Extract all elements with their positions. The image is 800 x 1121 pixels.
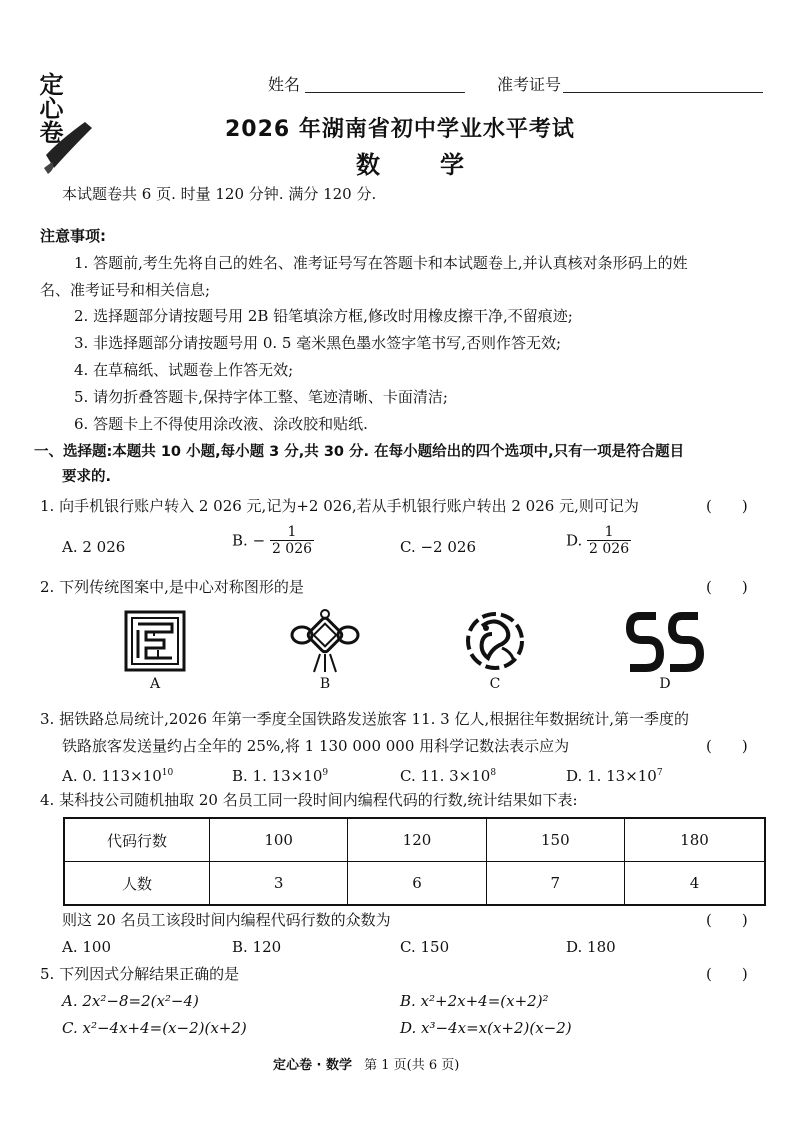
option-exponent: 8: [490, 768, 497, 778]
double-s-pattern-icon: [626, 610, 704, 674]
pattern-label-b: B: [319, 676, 331, 692]
notice-item: 2. 选择题部分请按题号用 2B 铅笔填涂方框,修改时用橡皮擦干净,不留痕迹;: [74, 307, 573, 325]
minus-sign: −: [252, 531, 266, 550]
table-row: [64, 818, 765, 862]
table-cell: 180: [624, 818, 765, 862]
exam-id-underline: [563, 92, 763, 93]
table-cell: 6: [348, 862, 486, 906]
q5-option-b: B. x²+2x+4=(x+2)²: [400, 992, 549, 1010]
fraction: [587, 524, 631, 557]
fraction-denominator: 2 026: [271, 541, 313, 557]
fraction: [270, 524, 314, 557]
question-4-question: 则这 20 名员工该段时间内编程代码行数的众数为: [62, 911, 391, 929]
fraction-denominator: 2 026: [589, 541, 630, 557]
intro-text: 本试题卷共 6 页. 时量 120 分钟. 满分 120 分.: [62, 185, 377, 203]
option-base: A. 0. 113×10: [62, 767, 162, 785]
option-base: D. 1. 13×10: [566, 767, 657, 785]
notice-item: 4. 在草稿纸、试题卷上作答无效;: [74, 361, 294, 379]
logo-text: 定心卷: [35, 72, 63, 144]
table-cell: 100: [210, 818, 348, 862]
name-underline: [305, 92, 465, 93]
table-cell: 人数: [64, 862, 210, 906]
q3-option-b: [232, 763, 328, 786]
notice-item: 5. 请勿折叠答题卡,保持字体工整、笔迹清晰、卡面清洁;: [74, 388, 448, 406]
footer: [273, 1054, 459, 1073]
question-5-stem: 5. 下列因式分解结果正确的是: [40, 965, 240, 983]
fraction-numerator: 1: [287, 524, 297, 540]
section-heading: 一、选择题:本题共 10 小题,每小题 3 分,共 30 分. 在每小题给出的四个选项中,只有一项是符合题目: [34, 444, 685, 460]
q1-option-b: [232, 524, 314, 557]
meander-pattern-icon: [124, 610, 186, 672]
table-cell: 150: [486, 818, 624, 862]
chinese-knot-icon: [290, 608, 360, 674]
notice-item: 6. 答题卡上不得使用涂改液、涂改胶和贴纸.: [74, 415, 368, 433]
answer-paren: ( ): [706, 737, 748, 755]
answer-paren: ( ): [706, 911, 748, 929]
pattern-label-d: D: [659, 676, 671, 692]
notice-item: 3. 非选择题部分请按题号用 0. 5 毫米黑色墨水签字笔书写,否则作答无效;: [74, 334, 562, 352]
question-1-stem: 1. 向手机银行账户转入 2 026 元,记为+2 026,若从手机银行账户转出 2 026 元,则可记为: [40, 497, 639, 515]
q5-option-c: C. x²−4x+4=(x−2)(x+2): [62, 1019, 247, 1037]
phoenix-pattern-icon: [462, 608, 528, 674]
q4-option-c: C. 150: [400, 938, 450, 956]
pattern-label-c: C: [489, 676, 501, 692]
answer-paren: ( ): [706, 578, 748, 596]
table-cell: 3: [210, 862, 348, 906]
exam-id-label: 准考证号: [497, 75, 562, 94]
notice-item: 名、准考证号和相关信息;: [40, 281, 211, 299]
notice-item: 1. 答题前,考生先将自己的姓名、准考证号写在答题卡和本试题卷上,并认真核对条形码上的姓: [74, 254, 688, 272]
page-title: 2026 年湖南省初中学业水平考试: [225, 117, 575, 142]
question-3-line-2: 铁路旅客发送量约占全年的 25%,将 1 130 000 000 用科学记数法表示应为: [62, 737, 570, 755]
q4-option-b: B. 120: [232, 938, 282, 956]
q3-option-d: [566, 763, 663, 786]
answer-paren: ( ): [706, 497, 748, 515]
table-cell: 7: [486, 862, 624, 906]
brush-stroke-icon: [40, 110, 100, 180]
q3-option-c: [400, 763, 496, 786]
notice-heading: 注意事项:: [40, 227, 106, 245]
footer-brand: 定心卷 · 数学: [273, 1058, 352, 1073]
footer-page: 第 1 页(共 6 页): [364, 1058, 460, 1073]
question-2-stem: 2. 下列传统图案中,是中心对称图形的是: [40, 578, 304, 596]
fraction-numerator: 1: [604, 524, 614, 540]
q4-option-a: A. 100: [62, 938, 111, 956]
table-cell: 代码行数: [64, 818, 210, 862]
data-table: [63, 817, 766, 906]
pattern-label-a: A: [149, 676, 161, 692]
option-label: D.: [566, 531, 583, 550]
table-row: [64, 862, 765, 906]
option-base: B. 1. 13×10: [232, 767, 323, 785]
q3-option-a: [62, 763, 173, 786]
option-exponent: 9: [322, 768, 329, 778]
q1-option-a: A. 2 026: [62, 538, 126, 556]
q4-option-d: D. 180: [566, 938, 616, 956]
table-cell: 120: [348, 818, 486, 862]
table-cell: 4: [624, 862, 765, 906]
option-exponent: 7: [656, 768, 663, 778]
subject-title: 数 学: [356, 151, 482, 179]
q5-option-d: D. x³−4x=x(x+2)(x−2): [400, 1019, 572, 1037]
section-heading-cont: 要求的.: [62, 469, 112, 485]
answer-paren: ( ): [706, 965, 748, 983]
q5-option-a: A. 2x²−8=2(x²−4): [62, 992, 199, 1010]
name-field-label: 姓名: [268, 75, 301, 94]
option-base: C. 11. 3×10: [400, 767, 491, 785]
q1-option-d: [566, 524, 631, 557]
option-label: B.: [232, 531, 248, 550]
q1-option-c: C. −2 026: [400, 538, 476, 556]
question-4-stem: 4. 某科技公司随机抽取 20 名员工同一段时间内编程代码的行数,统计结果如下表:: [40, 791, 578, 809]
question-3-line-1: 3. 据铁路总局统计,2026 年第一季度全国铁路发送旅客 11. 3 亿人,根据往年数据统计,第一季度的: [40, 710, 690, 728]
option-exponent: 10: [161, 768, 174, 778]
